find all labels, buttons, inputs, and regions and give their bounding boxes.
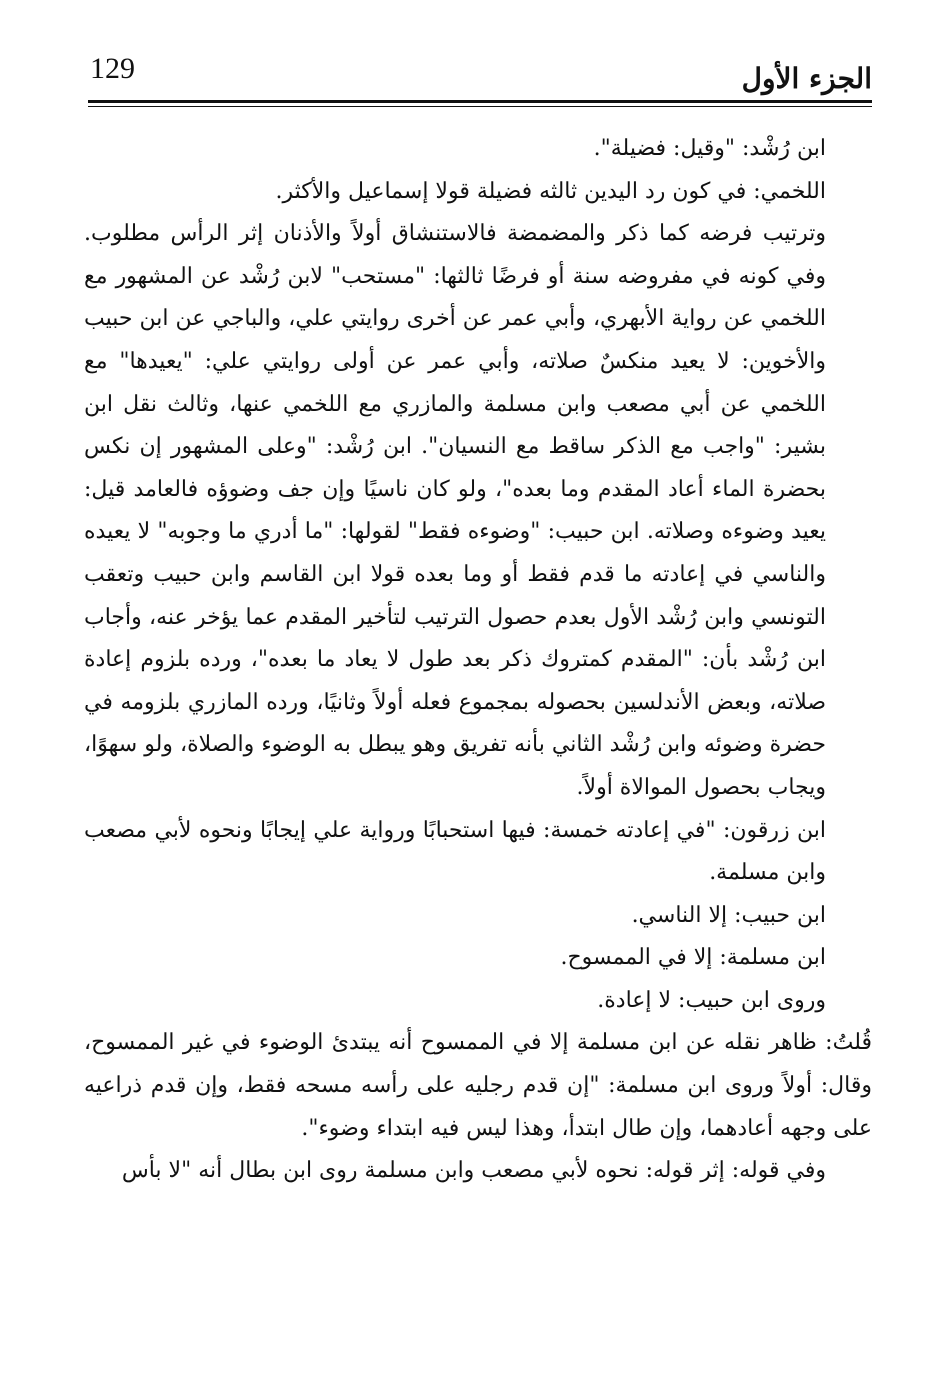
page-number: 129 (90, 52, 135, 85)
paragraph: ابن مسلمة: إلا في الممسوح. (560, 945, 826, 971)
body-text (84, 128, 872, 1193)
paragraph: ابن زرقون: "في إعادته خمسة: فيها استحبابًا ورواية علي إيجابًا ونحوه لأبي مصعب وابن مسلمة. (84, 817, 826, 886)
paragraph: قُلتُ: ظاهر نقله عن ابن مسلمة إلا في الممسوح أنه يبتدئ الوضوء في غير الممسوح، وقال: أولاً وروى ابن مسلمة: "إن قدم رجليه على رأسه مسحه فقط، وإن قدم ذراعيه على وجهه أعادهما، وإن طال ابتدأ، وهذا ليس فيه ابتداء وضوء". (84, 1030, 872, 1141)
paragraph: ابن رُشْد: "وقيل: فضيلة". (593, 136, 826, 161)
paragraph: وروى ابن حبيب: لا إعادة. (597, 987, 826, 1013)
paragraph: ابن حبيب: إلا الناسي. (631, 902, 826, 928)
paragraph: اللخمي: في كون رد اليدين ثالثه فضيلة قولا إسماعيل والأكثر. (275, 178, 826, 204)
paragraph: وترتيب فرضه كما ذكر والمضمضة فالاستنشاق أولاً والأذنان إثر الرأس مطلوب. وفي كونه في مفروضه سنة أو فرضًا ثالثها: "مستحب" لابن رُشْد عن المشهور مع اللخمي عن رواية الأبهري، وأبي عمر عن أخرى روايتي علي، والباجي عن ابن حبيب والأخوين: لا يعيد منكسٌ صلاته، وأبي عمر عن أولى روايتي علي: "يعيدها" مع اللخمي عن أبي مصعب وابن مسلمة والمازري مع اللخمي عنها، وثالث نقل ابن بشير: "واجب مع الذكر ساقط مع النسيان". ابن رُشْد: "وعلى المشهور إن نكس بحضرة الماء أعاد المقدم وما بعده"، ولو كان ناسيًا وإن جف وضوؤه فالعامد قيل: يعيد وضوءه وصلاته. ابن حبيب: "وضوءه فقط" لقولها: "ما أدري ما وجوبه" لا يعيده والناسي في إعادته ما قدم فقط أو وما بعده قولا ابن القاسم وابن حبيب وتعقب التونسي وابن رُشْد الأول بعدم حصول الترتيب لتأخير المقدم عما يؤخر عنه، وأجاب ابن رُشْد بأن: "المقدم كمتروك ذكر بعد طول لا يعاد ما بعده"، ورده بلزوم إعادة صلاته، وبعض الأندلسين بحصوله بمجموع فعله أولاً وثانيًا، ورده المازري بلزومه في حضرة وضوئه وابن رُشْد الثاني بأنه تفريق وهو يبطل به الوضوء والصلاة، ولو سهوًا، ويجاب بحصول الموالاة أولاً. (84, 221, 826, 800)
header-rule-thick (88, 100, 872, 103)
paragraph: وفي قوله: إثر قوله: نحوه لأبي مصعب وابن مسلمة روى ابن بطال أنه "لا بأس (121, 1158, 826, 1184)
page-header (88, 52, 872, 112)
header-rule-thin (88, 106, 872, 107)
running-title: الجزء الأول (741, 62, 872, 95)
